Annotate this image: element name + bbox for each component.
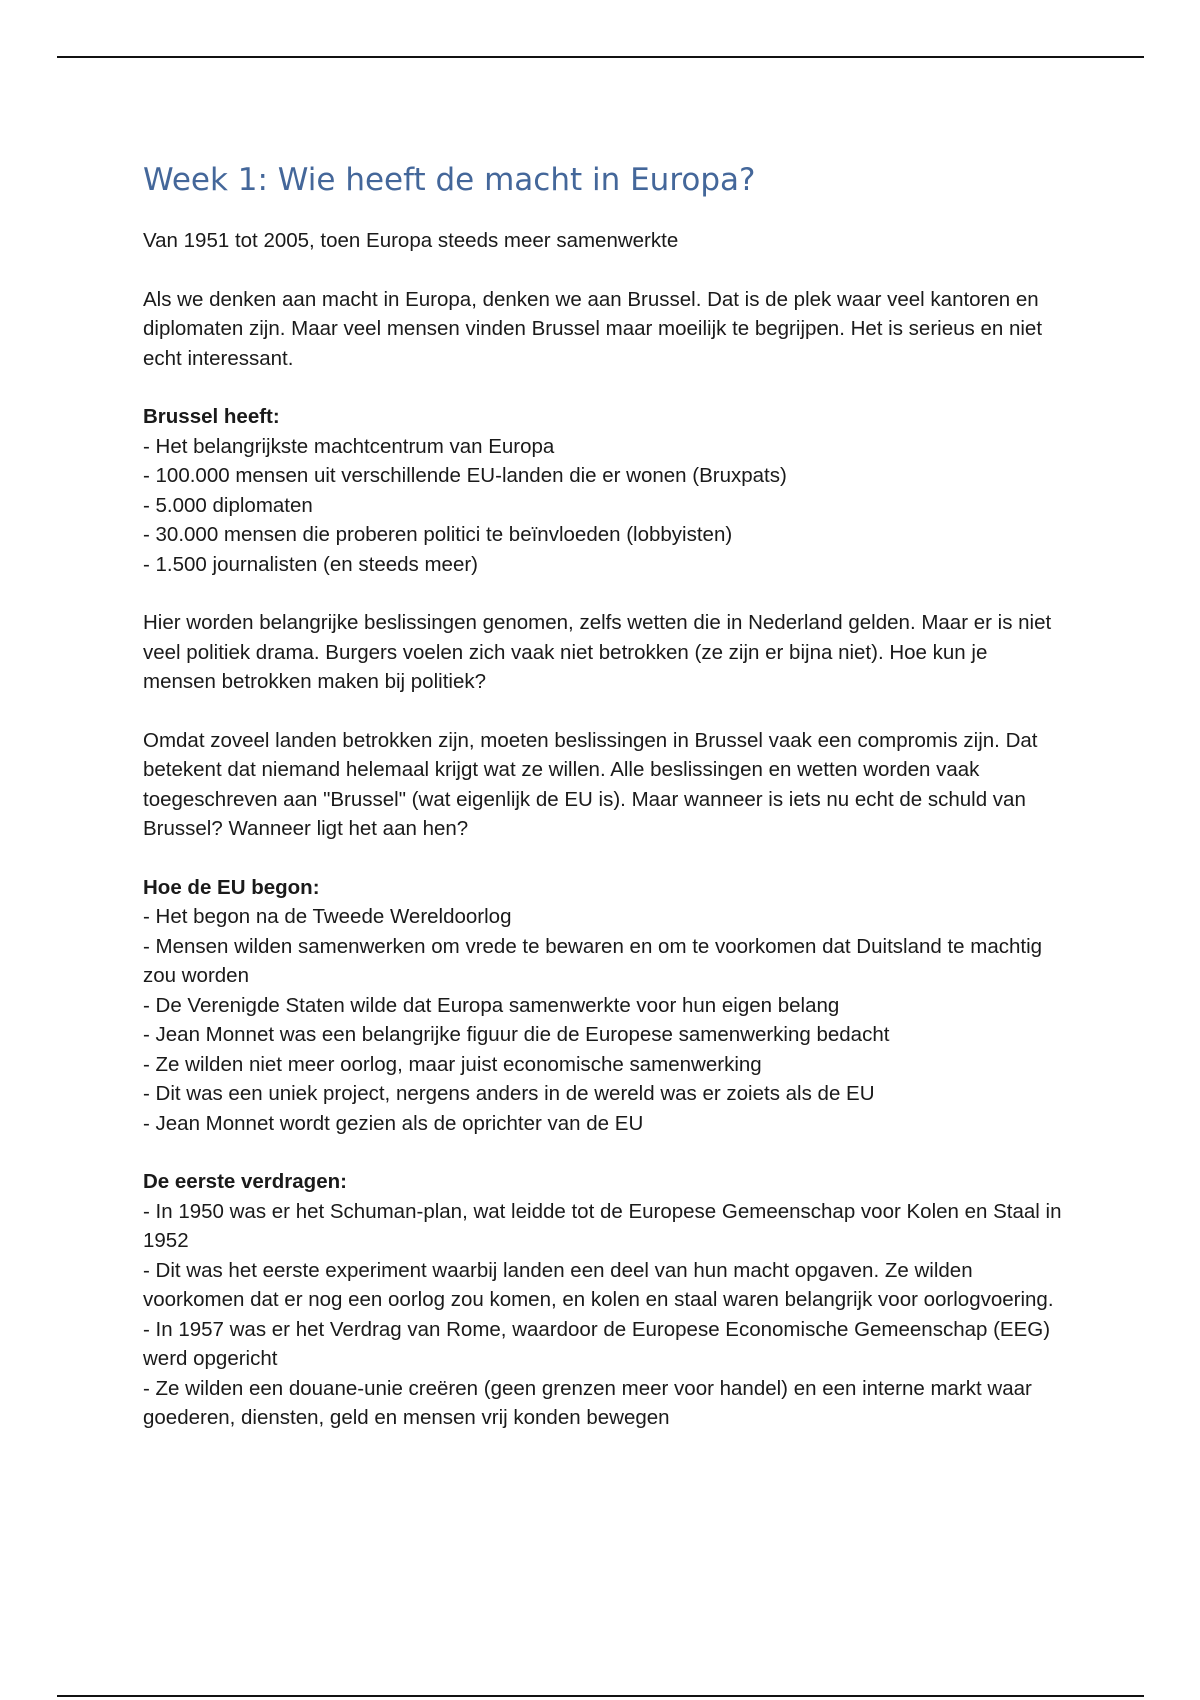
list-item: - Jean Monnet wordt gezien als de oprichter van de EU bbox=[143, 1111, 644, 1135]
eu-origin-heading: Hoe de EU begon: bbox=[143, 875, 320, 899]
list-item: - 1.500 journalisten (en steeds meer) bbox=[143, 552, 479, 576]
list-item: - 30.000 mensen die proberen politici te beïnvloeden (lobbyisten) bbox=[143, 523, 733, 546]
list-item: - Het belangrijkste machtcentrum van Europa bbox=[143, 434, 555, 458]
list-item: - Jean Monnet was een belangrijke figuur die de Europese samenwerking bedacht bbox=[143, 1023, 890, 1046]
footer-rule bbox=[57, 1695, 1144, 1697]
decisions-paragraph: Hier worden belangrijke beslissingen genomen, zelfs wetten die in Nederland gelden. Maar er is niet veel politiek drama. Burgers voelen zich vaak niet betrokken (ze zijn er bijna niet). Hoe kun je mensen betrokken maken bij politiek? bbox=[143, 611, 1052, 693]
brussel-heading: Brussel heeft: bbox=[143, 405, 280, 428]
list-item: - 100.000 mensen uit verschillende EU-landen die er wonen (Bruxpats) bbox=[143, 464, 787, 487]
list-item: - De Verenigde Staten wilde dat Europa samenwerkte voor hun eigen belang bbox=[143, 993, 840, 1017]
treaties-section bbox=[143, 1167, 1063, 1433]
list-item: - Dit was het eerste experiment waarbij landen een deel van hun macht opgaven. Ze wilden voorkomen dat er nog een oorlog zou komen, en kolen en staal waren belangrijk voor oorlogvoering. bbox=[143, 1258, 1054, 1311]
list-item: - Dit was een uniek project, nergens anders in de wereld was er zoiets als de EU bbox=[143, 1082, 875, 1105]
header-rule bbox=[57, 56, 1144, 58]
list-item: - Ze wilden niet meer oorlog, maar juist economische samenwerking bbox=[143, 1052, 762, 1076]
subtitle: Van 1951 tot 2005, toen Europa steeds meer samenwerkte bbox=[143, 229, 679, 252]
intro-paragraph: Als we denken aan macht in Europa, denken we aan Brussel. Dat is de plek waar veel kantoren en diplomaten zijn. Maar veel mensen vinden Brussel maar moeilijk te begrijpen. Het is serieus en niet echt interessant. bbox=[143, 287, 1043, 370]
list-item: - 5.000 diplomaten bbox=[143, 493, 313, 517]
page-title: Week 1: Wie heeft de macht in Europa? bbox=[143, 162, 756, 198]
brussel-section bbox=[143, 402, 1063, 579]
list-item: - In 1950 was er het Schuman-plan, wat leidde tot de Europese Gemeenschap voor Kolen en Staal in 1952 bbox=[143, 1199, 1062, 1252]
list-item: - Mensen wilden samenwerken om vrede te bewaren en om te voorkomen dat Duitsland te machtig zou worden bbox=[143, 934, 1043, 987]
list-item: - In 1957 was er het Verdrag van Rome, waardoor de Europese Economische Gemeenschap (EEG) werd opgericht bbox=[143, 1317, 1051, 1370]
list-item: - Het begon na de Tweede Wereldoorlog bbox=[143, 905, 512, 928]
treaties-heading: De eerste verdragen: bbox=[143, 1170, 347, 1193]
document-body bbox=[143, 160, 1063, 1462]
list-item: - Ze wilden een douane-unie creëren (geen grenzen meer voor handel) en een interne markt waar goederen, diensten, geld en mensen vrij konden bewegen bbox=[143, 1376, 1032, 1429]
eu-origin-section bbox=[143, 873, 1063, 1139]
compromise-paragraph: Omdat zoveel landen betrokken zijn, moeten beslissingen in Brussel vaak een compromis zijn. Dat betekent dat niemand helemaal krijgt wat ze willen. Alle beslissingen en wetten worden vaak toegeschreven aan "Brussel" (wat eigenlijk de EU is). Maar wanneer is iets nu echt de schuld van Brussel? Wanneer ligt het aan hen? bbox=[143, 728, 1038, 840]
